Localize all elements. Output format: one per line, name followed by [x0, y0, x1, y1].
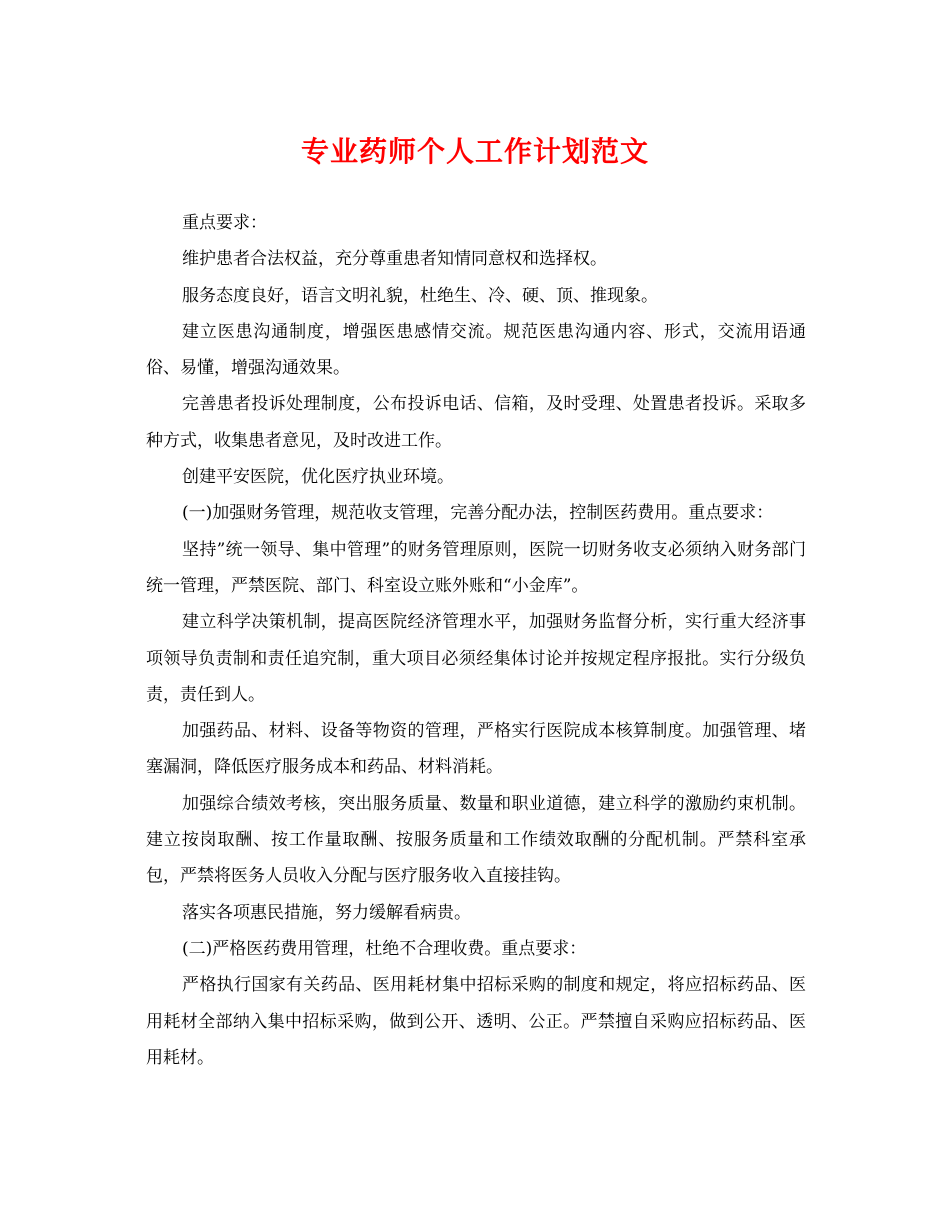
- paragraph: 建立医患沟通制度，增强医患感情交流。规范医患沟通内容、形式，交流用语通俗、易懂，增强沟通效果。: [146, 321, 806, 379]
- paragraph: 坚持”统一领导、集中管理”的财务管理原则，医院一切财务收支必须纳入财务部门统一管理，严禁医院、部门、科室设立账外账和“小金库”。: [146, 539, 806, 596]
- paragraph: (一)加强财务管理，规范收支管理，完善分配办法，控制医药费用。重点要求：: [182, 503, 774, 524]
- paragraph: 完善患者投诉处理制度，公布投诉电话、信箱，及时受理、处置患者投诉。采取多种方式，收集患者意见，及时改进工作。: [146, 394, 806, 451]
- paragraph: 落实各项惠民措施，努力缓解看病贵。: [182, 902, 471, 923]
- paragraph: 严格执行国家有关药品、医用耗材集中招标采购的制度和规定，将应招标药品、医用耗材全部纳入集中招标采购，做到公开、透明、公正。严禁擅自采购应招标药品、医用耗材。: [146, 975, 806, 1068]
- paragraph: 加强综合绩效考核，突出服务质量、数量和职业道德，建立科学的激励约束机制。建立按岗取酬、按工作量取酬、按服务质量和工作绩效取酬的分配机制。严禁科室承包，严禁将医务人员收入分配与医疗服务收入直接挂钩。: [146, 793, 806, 887]
- paragraph: 重点要求：: [182, 213, 267, 233]
- paragraph: 服务态度良好，语言文明礼貌，杜绝生、冷、硬、顶、推现象。: [182, 285, 658, 306]
- document-title: 专业药师个人工作计划范文: [300, 135, 649, 168]
- paragraph: (二)严格医药费用管理，杜绝不合理收费。重点要求：: [182, 938, 587, 959]
- paragraph: 创建平安医院，优化医疗执业环境。: [182, 467, 454, 488]
- paragraph: 加强药品、材料、设备等物资的管理，严格实行医院成本核算制度。加强管理、堵塞漏洞，降低医疗服务成本和药品、材料消耗。: [146, 721, 806, 778]
- paragraph: 建立科学决策机制，提高医院经济管理水平，加强财务监督分析，实行重大经济事项领导负责制和责任追究制，重大项目必须经集体讨论并按规定程序报批。实行分级负责，责任到人。: [146, 612, 806, 705]
- paragraph: 维护患者合法权益，充分尊重患者知情同意权和选择权。: [182, 249, 607, 270]
- document-body: [146, 205, 806, 1076]
